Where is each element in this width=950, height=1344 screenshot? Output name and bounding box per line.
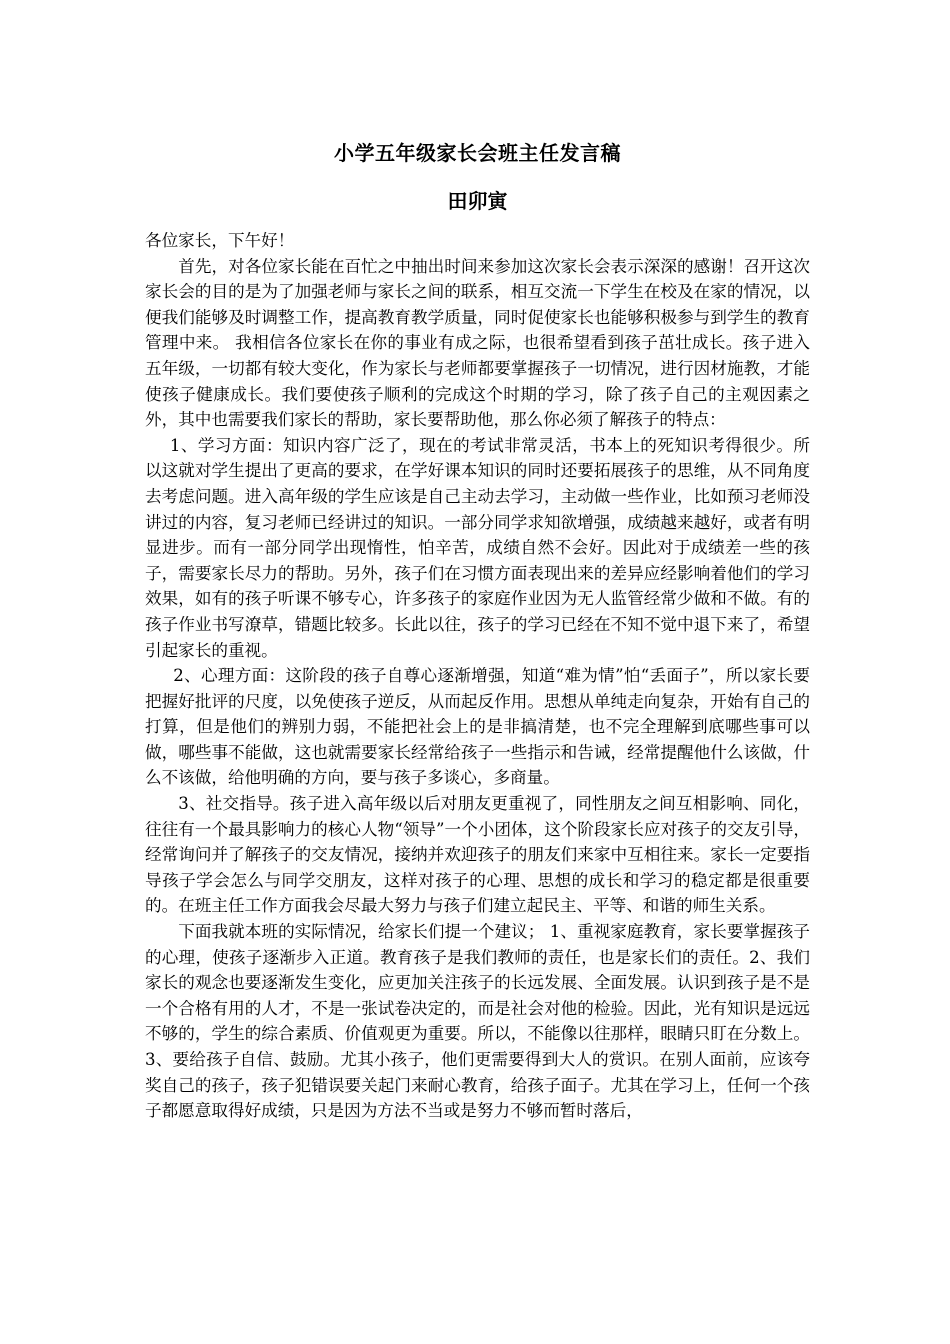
document-title: 小学五年级家长会班主任发言稿: [334, 141, 621, 165]
social-paragraph: 3、社交指导。孩子进入高年级以后对朋友更重视了，同性朋友之间互相影响、同化，往往有一个最具影响力的核心人物“领导”一个小团体，这个阶段家长应对孩子的交友引导，经常询问并了解孩子的交友情况，接纳并欢迎孩子的朋友们来家中互相往来。家长一定要指导孩子学会怎么与同学交朋友，这样对孩子的心理、思想的成长和学习的稳定都是很重要的。在班主任工作方面我会尽最大努力与孩子们建立起民主、平等、和谐的师生关系。: [145, 794, 810, 916]
psychology-paragraph: 2、心理方面：这阶段的孩子自尊心逐渐增强，知道“难为情”怕“丢面子”，所以家长要把握好批评的尺度，以免使孩子逆反，从而起反作用。思想从单纯走向复杂，开始有自己的打算，但是他们的辨别力弱，不能把社会上的是非搞清楚，也不完全理解到底哪些事可以做，哪些事不能做，这也就需要家长经常给孩子一些指示和告诫，经常提醒他什么该做，什么不该做，给他明确的方向，要与孩子多谈心，多商量。: [145, 666, 810, 788]
document-page: [145, 130, 810, 1124]
document-author: 田卯寅: [447, 189, 508, 213]
study-paragraph: 1、学习方面：知识内容广泛了，现在的考试非常灵活，书本上的死知识考得很少。所以这就对学生提出了更高的要求，在学好课本知识的同时还要拓展孩子的思维，从不同角度去考虑问题。进入高年级的学生应该是自己主动去学习，主动做一些作业，比如预习老师没讲过的内容，复习老师已经讲过的知识。一部分同学求知欲增强，成绩越来越好，或者有明显进步。而有一部分同学出现惰性，怕辛苦，成绩自然不会好。因此对于成绩差一些的孩子，需要家长尽力的帮助。另外，孩子们在习惯方面表现出来的差异应经影响着他们的学习效果，如有的孩子听课不够专心，许多孩子的家庭作业因为无人监管经常少做和不做。有的孩子作业书写潦草，错题比较多。长此以往，孩子的学习已经在不知不觉中退下来了，希望引起家长的重视。: [145, 435, 810, 660]
suggestion-paragraph: 下面我就本班的实际情况，给家长们提一个建议； 1、重视家庭教育，家长要掌握孩子的心理，使孩子逐渐步入正道。教育孩子是我们教师的责任，也是家长们的责任。2、我们家长的观念也要逐渐发生变化，应更加关注孩子的长远发展、全面发展。认识到孩子是不是一个合格有用的人才，不是一张试卷决定的，而是社会对他的检验。因此，光有知识是远远不够的，学生的综合素质、价值观更为重要。所以，不能像以往那样，眼睛只盯在分数上。 3、要给孩子自信、鼓励。尤其小孩子，他们更需要得到大人的赏识。在别人面前，应该夸奖自己的孩子，孩子犯错误要关起门来耐心教育，给孩子面子。尤其在学习上，任何一个孩子都愿意取得好成绩，只是因为方法不当或是努力不够而暂时落后，: [145, 922, 810, 1121]
intro-paragraph: 首先，对各位家长能在百忙之中抽出时间来参加这次家长会表示深深的感谢！召开这次家长会的目的是为了加强老师与家长之间的联系，相互交流一下学生在校及在家的情况，以便我们能够及时调整工作，提高教育教学质量，同时促使家长也能够积极参与到学生的教育管理中来。 我相信各位家长在你的事业有成之际，也很希望看到孩子茁壮成长。孩子进入五年级，一切都有较大变化，作为家长与老师都要掌握孩子一切情况，进行因材施教，才能使孩子健康成长。我们要使孩子顺利的完成这个时期的学习，除了孩子自己的主观因素之外，其中也需要我们家长的帮助，家长要帮助他，那么你必须了解孩子的特点：: [145, 256, 810, 430]
greeting-paragraph: 各位家长，下午好！: [145, 231, 295, 250]
document-body: [145, 228, 810, 1124]
